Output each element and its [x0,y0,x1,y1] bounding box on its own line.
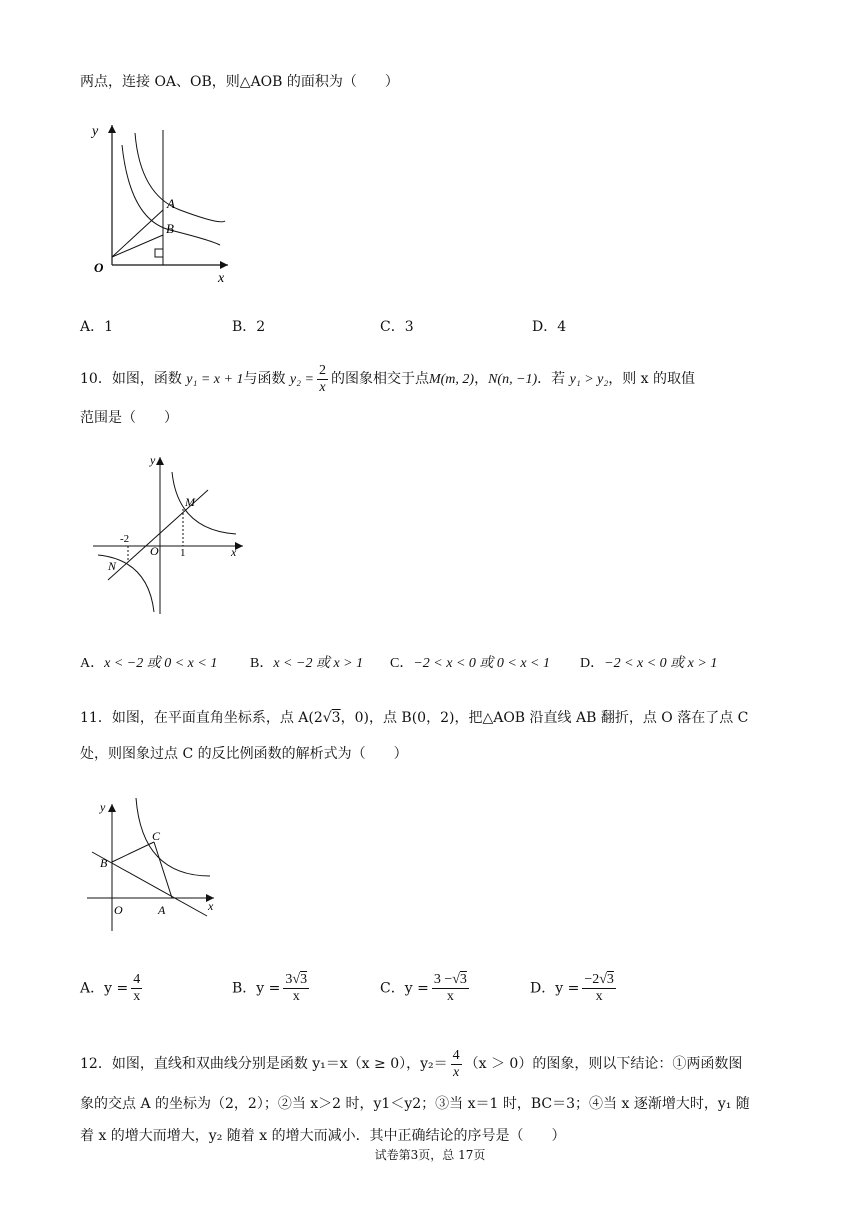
q9-option-a[interactable]: A．1 [80,319,114,335]
q12-stem-line1: 12．如图，直线和双曲线分别是函数 y₁＝x（x ≥ 0），y₂＝ $\frac{4}{x}$ （x ＞ 0）的图象，则以下结论：①两函数图 [80,1047,743,1080]
q10-option-a[interactable]: A．x < −2 或 0 < x < 1 [80,656,218,671]
q12-stem-line3: 着 x 的增大而增大，y₂ 随着 x 的增大而减小．其中正确结论的序号是（ ） [80,1128,566,1144]
q9-figure [80,115,240,285]
q11-fig-a-label: A [158,903,166,917]
q9-option-b[interactable]: B．2 [232,319,266,335]
q11-fig-c-label: C [152,829,161,843]
q9-option-d[interactable]: D．4 [532,319,567,335]
q9-fig-b-label: B [166,221,174,236]
q11-figure [82,796,222,936]
q11-fig-y-label: y [100,800,106,814]
q10-fig-y-label: y [150,453,156,467]
q10-fig-m-label: M [185,495,195,509]
q11-stem-line2: 处，则图象过点 C 的反比例函数的解析式为（ ） [80,746,408,762]
q10-fig-neg2-label: -2 [120,533,130,545]
q9-fig-o-label: O [94,260,104,275]
q9-fig-x-label: x [218,271,225,285]
page-footer: 试卷第3页，总 17页 [374,1148,486,1162]
q10-stem-line2: 范围是（ ） [80,410,178,426]
q9-fig-y-label: y [92,124,99,139]
q10-fraction: $\frac{2}{x}$ [318,362,326,395]
q11-fig-x-label: x [208,899,214,913]
q10-figure [88,452,248,622]
q12-stem-line2: 象的交点 A 的坐标为（2，2）；②当 x＞2 时，y1＜y2；③当 x＝1 时，BC＝3；④当 x 逐渐增大时，y₁ 随 [80,1096,750,1112]
q10-fig-one-label: 1 [180,547,186,559]
q11-fig-b-label: B [100,856,108,870]
q11-option-c[interactable]: C．y = $\frac{3 -√3}{x}$ [380,972,467,1004]
q10-option-b[interactable]: B．x < −2 或 x > 1 [250,656,364,671]
q9-fig-a-label: A [167,196,175,211]
q10-fig-x-label: x [231,545,237,559]
q11-fig-o-label: O [114,903,123,917]
q10-stem-line1: 10．如图，函数 y₁ = x + 1与函数 y₂ = $\frac{2}{x}$ 的图象相交于点M(m, 2)，N(n, −1)．若 y₁ > y₂，则 x 的取值 [80,362,696,395]
q10-option-c[interactable]: C．−2 < x < 0 或 0 < x < 1 [390,656,551,671]
q9-stem: 两点，连接 OA、OB，则△AOB 的面积为（ ） [80,74,399,90]
q10-option-d[interactable]: D．−2 < x < 0 或 x > 1 [580,656,718,671]
q11-option-a[interactable]: A．y = $\frac{4}{x}$ [80,972,141,1004]
q11-stem-line1: 11．如图，在平面直角坐标系，点 A(2√3，0)，点 B(0，2)，把△AOB 沿直线 AB 翻折，点 O 落在了点 C [80,710,749,726]
q9-option-c[interactable]: C．3 [380,319,414,335]
q11-option-d[interactable]: D．y = $\frac{-2√3}{x}$ [530,972,614,1004]
q10-fig-o-label: O [150,544,159,558]
q10-fig-n-label: N [108,559,117,573]
q11-option-b[interactable]: B．y = $\frac{3√3}{x}$ [232,972,308,1004]
